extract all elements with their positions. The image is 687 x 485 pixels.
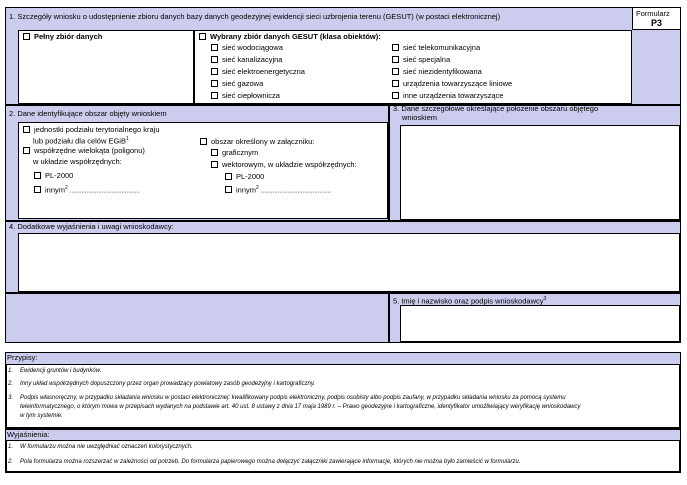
class-item[interactable] [211, 91, 280, 100]
other-b-checkbox[interactable] [225, 186, 232, 193]
class-checkbox[interactable] [211, 92, 218, 99]
class-label: sieć elektroenergetyczna [222, 67, 305, 76]
class-item[interactable] [392, 43, 480, 52]
footnotes-title: Przypisy: [7, 353, 38, 362]
full-set-box [18, 30, 194, 104]
class-item[interactable] [392, 91, 503, 100]
section-5-title: 5. Imię i nazwisko oraz podpis wnioskodawcy$^3$ [393, 296, 547, 306]
class-checkbox[interactable] [392, 68, 399, 75]
other-system-label: innym [45, 185, 66, 195]
graphic-option[interactable] [211, 148, 258, 157]
class-checkbox[interactable] [392, 80, 399, 87]
section-1-title: 1. Szczegóły wniosku o udostępnienie zbioru danych bazy danych geodezyjnej ewidencji sieci uzbrojenia terenu (GESUT) (w postaci elektronicznej) [9, 12, 501, 21]
class-item[interactable] [392, 67, 482, 76]
selected-set-label: Wybrany zbiór danych GESUT (klasa obiektów): [210, 32, 381, 41]
class-label: inne urządzenia towarzyszące [403, 91, 504, 100]
class-label: sieć kanalizacyjna [222, 55, 283, 64]
class-item[interactable] [211, 67, 305, 76]
class-item[interactable] [211, 43, 283, 52]
form-label: Formularz [636, 9, 670, 18]
footnote-item-line3: w tym systemie. [20, 413, 63, 419]
graphic-label: graficznym [222, 148, 259, 157]
graphic-checkbox[interactable] [211, 149, 218, 156]
full-set-option[interactable] [23, 32, 102, 41]
class-checkbox[interactable] [211, 44, 218, 51]
section-3-title-line1: 3. Dane szczegółowe określające położenie obszaru objętego [393, 104, 599, 113]
units-label-line2: lub podziału dla celów EGiB$^1$ [33, 136, 129, 146]
class-checkbox[interactable] [392, 44, 399, 51]
attachment-option[interactable] [200, 137, 314, 146]
vector-option[interactable] [211, 160, 357, 169]
class-label: sieć niezidentyfikowana [403, 67, 482, 76]
class-label: urządzenia towarzyszące liniowe [403, 79, 513, 88]
class-item[interactable] [392, 79, 512, 88]
polygon-label-line2: w układzie współrzędnych: [33, 157, 122, 166]
class-label: sieć telekomunikacyjna [403, 43, 481, 52]
footnote-item: 2. Inny układ współrzędnych dopuszczony przez organ prowadzący powiatowy zasób geodezyjny i kartograficzny. [8, 381, 316, 387]
footnote-item: 3. Podpis własnoręczny, w przypadku składania wniosku w postaci elektronicznej: kwalifikowany podpis elektroniczny, podpis osobisty albo podpis zaufany, w przypadku składania wniosku za pomocą systemu [8, 395, 566, 401]
class-checkbox[interactable] [211, 68, 218, 75]
explanation-item: 1. W formularzu można nie uwzględniać oznaczeń kolorystycznych. [8, 444, 193, 450]
section-2-title: 2. Dane identyfikujące obszar objęty wnioskiem [9, 109, 167, 118]
pl2000-checkbox[interactable] [34, 172, 41, 179]
footnote-item: 1. Ewidencji gruntów i budynków. [8, 368, 102, 374]
attachment-checkbox[interactable] [200, 138, 207, 145]
units-option[interactable] [23, 125, 160, 134]
class-item[interactable] [211, 79, 263, 88]
pl2000-option[interactable] [34, 171, 73, 180]
other-system-option[interactable]: innym$^2$ .......................................... [34, 184, 140, 197]
remarks-field[interactable] [18, 233, 680, 292]
attachment-label: obszar określony w załączniku: [211, 137, 315, 146]
explanations-title: Wyjaśnienia: [7, 430, 50, 439]
form-code: P3 [651, 18, 663, 28]
full-set-label: Pełny zbiór danych [34, 32, 103, 41]
class-checkbox[interactable] [211, 56, 218, 63]
other-system-checkbox[interactable] [34, 186, 41, 193]
class-label: sieć specjalna [403, 55, 451, 64]
class-label: sieć wodociągowa [222, 43, 283, 52]
class-label: sieć gazowa [222, 79, 264, 88]
other-b-label: innym [236, 185, 257, 195]
polygon-checkbox[interactable] [23, 147, 30, 154]
selected-set-checkbox[interactable] [199, 33, 206, 40]
vector-checkbox[interactable] [211, 161, 218, 168]
selected-set-option[interactable] [199, 32, 381, 41]
footnote-item-line2: teleinformatycznego, o którym mowa w przepisach wydanych na podstawie art. 40 ust. 8 ustawy z dnia 17 maja 1989 r. – Prawo geodezyjne i kartograficzne, identyfikator umożliwiający weryfikację wnioskodawcy [20, 404, 581, 410]
polygon-option[interactable] [23, 146, 145, 155]
full-set-checkbox[interactable] [23, 33, 30, 40]
pl2000-b-label: PL-2000 [236, 172, 265, 181]
other-b-option[interactable]: innym$^2$ .......................................... [225, 184, 331, 197]
location-details-field[interactable] [400, 125, 680, 220]
explanation-item: 2. Pola formularza można rozszerzać w zależności od potrzeb. Do formularza papierowego można dołączyć załączniki zawierające informacje, których nie można było zamieścić w formularzu. [8, 459, 521, 465]
polygon-label: współrzędne wielokąta (poligonu) [34, 146, 145, 155]
class-checkbox[interactable] [392, 92, 399, 99]
signature-field[interactable] [400, 305, 680, 342]
class-label: sieć ciepłownicza [222, 91, 280, 100]
units-checkbox[interactable] [23, 126, 30, 133]
section-5-left-spacer [5, 293, 389, 343]
pl2000-b-option[interactable] [225, 172, 264, 181]
vector-label: wektorowym, w układzie współrzędnych: [222, 160, 357, 169]
section-4-title: 4. Dodatkowe wyjaśnienia i uwagi wnioskodawcy: [9, 222, 174, 231]
section-3-title-line2: wnioskiem [402, 113, 438, 122]
class-checkbox[interactable] [211, 80, 218, 87]
class-checkbox[interactable] [392, 56, 399, 63]
units-label: jednostki podziału terytorialnego kraju [34, 125, 160, 134]
other-system-field[interactable]: .......................................... [69, 188, 140, 195]
class-item[interactable] [211, 55, 282, 64]
pl2000-label: PL-2000 [45, 171, 74, 180]
other-b-field[interactable]: .......................................... [260, 188, 331, 195]
pl2000-b-checkbox[interactable] [225, 173, 232, 180]
class-item[interactable] [392, 55, 450, 64]
